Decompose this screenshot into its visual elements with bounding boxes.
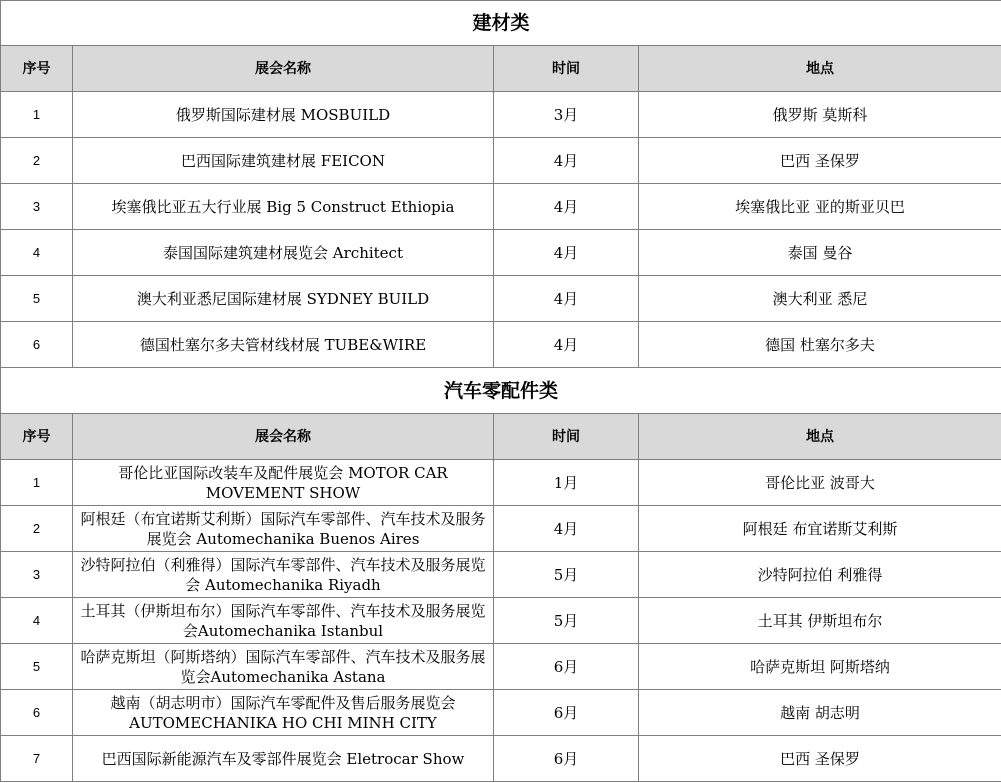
row-month: 4月 bbox=[494, 184, 639, 230]
row-name: 巴西国际新能源汽车及零部件展览会 Eletrocar Show bbox=[73, 736, 494, 782]
section-title: 建材类 bbox=[1, 1, 1001, 46]
row-place: 德国 杜塞尔多夫 bbox=[639, 322, 1001, 368]
table-row bbox=[1, 322, 1001, 368]
row-no: 6 bbox=[1, 690, 73, 736]
row-place: 埃塞俄比亚 亚的斯亚贝巴 bbox=[639, 184, 1001, 230]
row-name: 埃塞俄比亚五大行业展 Big 5 Construct Ethiopia bbox=[73, 184, 494, 230]
header-place: 地点 bbox=[639, 414, 1001, 460]
table-row bbox=[1, 598, 1001, 644]
row-no: 4 bbox=[1, 230, 73, 276]
row-name: 泰国国际建筑建材展览会 Architect bbox=[73, 230, 494, 276]
table-row bbox=[1, 552, 1001, 598]
row-place: 巴西 圣保罗 bbox=[639, 138, 1001, 184]
header-row bbox=[1, 414, 1001, 460]
row-name: 阿根廷（布宜诺斯艾利斯）国际汽车零部件、汽车技术及服务展览会 Automechanika Buenos Aires bbox=[73, 506, 494, 552]
table-row bbox=[1, 276, 1001, 322]
section-title: 汽车零配件类 bbox=[1, 368, 1001, 414]
row-no: 2 bbox=[1, 138, 73, 184]
row-month: 4月 bbox=[494, 138, 639, 184]
row-place: 澳大利亚 悉尼 bbox=[639, 276, 1001, 322]
row-name: 哈萨克斯坦（阿斯塔纳）国际汽车零部件、汽车技术及服务展览会Automechanika Astana bbox=[73, 644, 494, 690]
section-title-row bbox=[1, 368, 1001, 414]
header-time: 时间 bbox=[494, 46, 639, 92]
row-place: 阿根廷 布宜诺斯艾利斯 bbox=[639, 506, 1001, 552]
row-place: 哥伦比亚 波哥大 bbox=[639, 460, 1001, 506]
row-month: 1月 bbox=[494, 460, 639, 506]
row-place: 巴西 圣保罗 bbox=[639, 736, 1001, 782]
table-row bbox=[1, 92, 1001, 138]
row-month: 4月 bbox=[494, 230, 639, 276]
table-row bbox=[1, 736, 1001, 782]
table-row bbox=[1, 230, 1001, 276]
row-no: 5 bbox=[1, 276, 73, 322]
header-row bbox=[1, 46, 1001, 92]
header-name: 展会名称 bbox=[73, 414, 494, 460]
row-no: 3 bbox=[1, 184, 73, 230]
row-no: 1 bbox=[1, 92, 73, 138]
table-row bbox=[1, 506, 1001, 552]
row-month: 6月 bbox=[494, 736, 639, 782]
row-place: 越南 胡志明 bbox=[639, 690, 1001, 736]
row-name: 德国杜塞尔多夫管材线材展 TUBE&WIRE bbox=[73, 322, 494, 368]
row-month: 3月 bbox=[494, 92, 639, 138]
row-name: 沙特阿拉伯（利雅得）国际汽车零部件、汽车技术及服务展览会 Automechanika Riyadh bbox=[73, 552, 494, 598]
row-name: 澳大利亚悉尼国际建材展 SYDNEY BUILD bbox=[73, 276, 494, 322]
row-place: 哈萨克斯坦 阿斯塔纳 bbox=[639, 644, 1001, 690]
row-no: 5 bbox=[1, 644, 73, 690]
row-name: 俄罗斯国际建材展 MOSBUILD bbox=[73, 92, 494, 138]
row-no: 4 bbox=[1, 598, 73, 644]
row-no: 6 bbox=[1, 322, 73, 368]
header-place: 地点 bbox=[639, 46, 1001, 92]
row-name: 土耳其（伊斯坦布尔）国际汽车零部件、汽车技术及服务展览会Automechanika Istanbul bbox=[73, 598, 494, 644]
row-no: 1 bbox=[1, 460, 73, 506]
row-name: 越南（胡志明市）国际汽车零配件及售后服务展览会 AUTOMECHANIKA HO CHI MINH CITY bbox=[73, 690, 494, 736]
table-row bbox=[1, 644, 1001, 690]
row-month: 6月 bbox=[494, 690, 639, 736]
section-title-row bbox=[1, 1, 1001, 46]
row-month: 5月 bbox=[494, 552, 639, 598]
row-place: 俄罗斯 莫斯科 bbox=[639, 92, 1001, 138]
header-no: 序号 bbox=[1, 46, 73, 92]
header-name: 展会名称 bbox=[73, 46, 494, 92]
row-no: 7 bbox=[1, 736, 73, 782]
table-row bbox=[1, 460, 1001, 506]
header-no: 序号 bbox=[1, 414, 73, 460]
row-month: 4月 bbox=[494, 506, 639, 552]
row-month: 4月 bbox=[494, 322, 639, 368]
table-row bbox=[1, 690, 1001, 736]
row-no: 3 bbox=[1, 552, 73, 598]
row-place: 土耳其 伊斯坦布尔 bbox=[639, 598, 1001, 644]
row-place: 泰国 曼谷 bbox=[639, 230, 1001, 276]
row-name: 巴西国际建筑建材展 FEICON bbox=[73, 138, 494, 184]
row-place: 沙特阿拉伯 利雅得 bbox=[639, 552, 1001, 598]
row-month: 4月 bbox=[494, 276, 639, 322]
row-no: 2 bbox=[1, 506, 73, 552]
table-row bbox=[1, 138, 1001, 184]
row-month: 5月 bbox=[494, 598, 639, 644]
table-row bbox=[1, 184, 1001, 230]
header-time: 时间 bbox=[494, 414, 639, 460]
row-month: 6月 bbox=[494, 644, 639, 690]
row-name: 哥伦比亚国际改装车及配件展览会 MOTOR CAR MOVEMENT SHOW bbox=[73, 460, 494, 506]
